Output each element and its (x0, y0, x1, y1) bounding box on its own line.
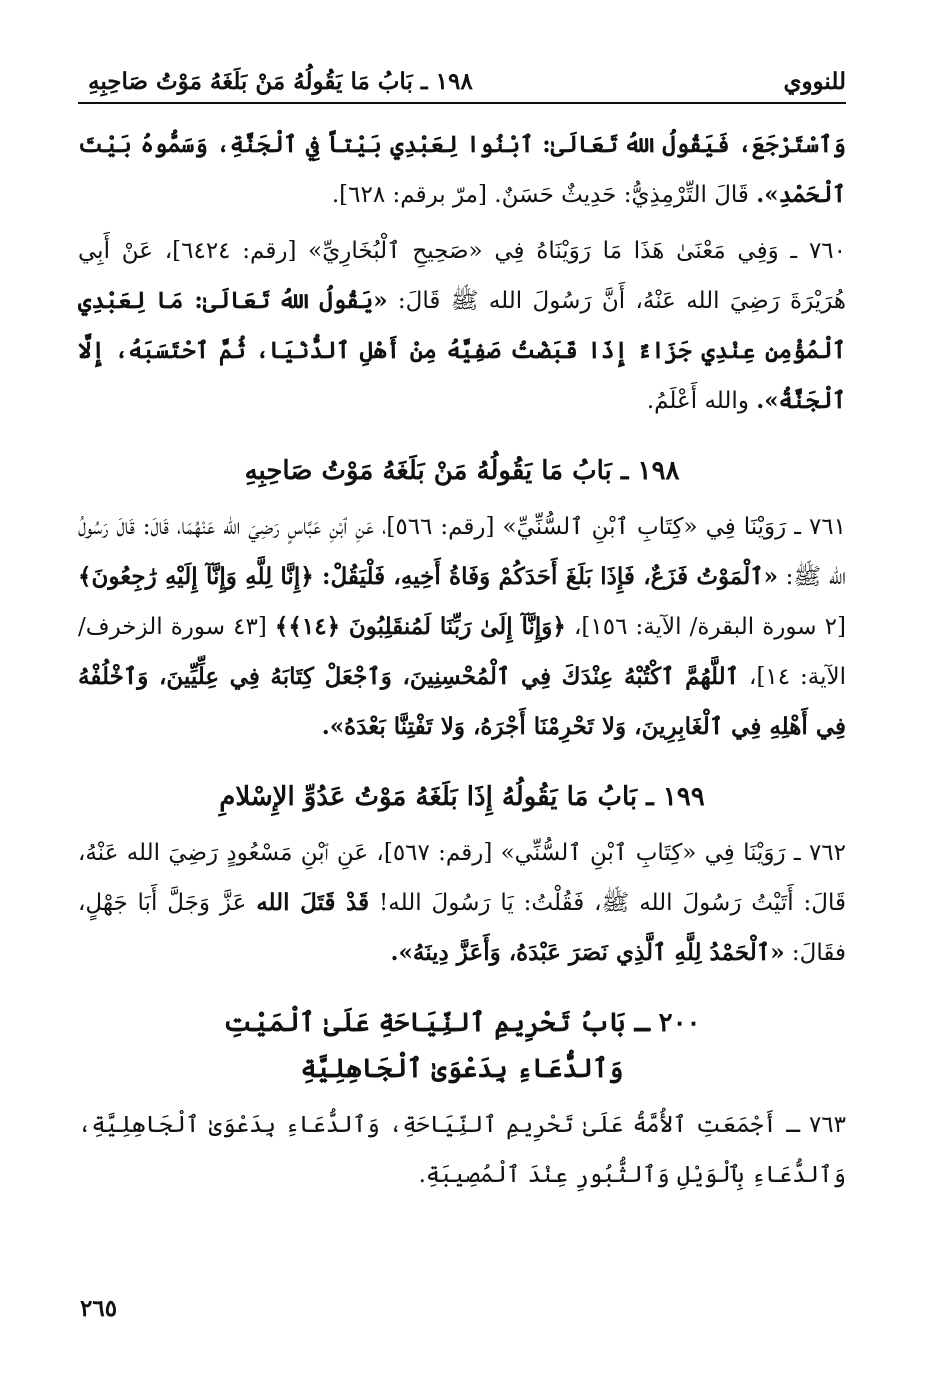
chapter-200-title-line1: ٢٠٠ ـ بَابُ تَحْرِيمِ ٱلنِّيَاحَةِ عَلَىٰ ٱلْمَيْتِ (223, 1008, 701, 1038)
intro-rest: قَالَ التِّرْمِذِيُّ: حَدِيثٌ حَسَنٌ. [مرّ برقم: ٦٢٨]. (331, 182, 757, 208)
paragraph-763 (78, 1100, 846, 1200)
hadith-761-ref2: [٤٣ سورة الزخرف/ الآية: ١٤]، (78, 614, 846, 690)
hadith-761-quote3: ٱللَّهُمَّ ٱكْتُبْهُ عِنْدَكَ فِي ٱلْمُحْسِنِينَ، وَٱجْعَلْ كِتَابَهُ فِي عِلِّيِّينَ، وَٱخْلُفْهُ فِي أَهْلِهِ فِي ٱلْغَابِرِينَ، وَلا تَحْرِمْنَا أَجْرَهُ، وَلا تَفْتِنَّا بَعْدَهُ». (78, 663, 846, 740)
hadith-762-part1: ٧٦٢ ـ رَوَيْنَا فِي «كِتَابِ ٱبْنِ ٱلسُّنِّي» [رقم: ٥٦٧]، عَنِ ٱبْنِ مَسْعُودٍ رَضِيَ الله عَنْهُ، قَالَ: أَتَيْتُ رَسُولَ الله ﷺ، فَقُلْتُ: يَا رَسُولَ الله! (78, 840, 847, 916)
hadith-762-part2: عَزَّ وَجَلَّ أَبَا جَهْلٍ، فقَالَ: (78, 890, 846, 966)
running-header-chapter-title: ١٩٨ ـ بَابُ مَا يَقُولُهُ مَنْ بَلَغَهُ مَوْتُ صَاحِبِهِ (88, 68, 473, 95)
chapter-200-title-line2: وَٱلدُّعَاءِ بِدَعْوَىٰ ٱلْجَاهِلِيَّةِ (300, 1054, 624, 1084)
page-number: ٢٦٥ (80, 1295, 118, 1322)
book-page (78, 58, 846, 1358)
hadith-762-paragraph (78, 828, 846, 978)
hadith-762-quote2: «ٱلْحَمْدُ لِلَّهِ ٱلَّذِي نَصَرَ عَبْدَهُ، وَأَعَزَّ دِينَهُ». (390, 939, 785, 966)
hadith-761-quote1: «ٱلْمَوْتُ فَزَعٌ، فَإِذَا بَلَغَ أَحَدَكُمْ وَفَاةُ أَخِيهِ، فَلْيَقُلْ: ﴿إِنَّا لِلَّهِ وَإِنَّآ إِلَيْهِ رَٰجِعُونَ﴾ (78, 563, 779, 590)
hadith-760-paragraph (78, 226, 846, 426)
page-content (78, 120, 846, 1206)
chapter-199-heading: ١٩٩ ـ بَابُ مَا يَقُولُهُ إِذَا بَلَغَهُ مَوْتُ عَدُوِّ الإِسْلامِ (219, 782, 705, 812)
intro-quote: وَٱسْتَرْجَعَ، فَيَقُولُ اللهُ تَعَالَىٰ: ٱبْنُوا لِعَبْدِي بَيْتاً فِي ٱلْجَنَّةِ، وَسَمُّوهُ بَيْتَ ٱلْحَمْدِ». (78, 131, 846, 208)
intro-paragraph (78, 120, 846, 220)
chapter-198-heading: ١٩٨ ـ بَابُ مَا يَقُولُهُ مَنْ بَلَغَهُ مَوْتُ صَاحِبِهِ (244, 456, 680, 486)
hadith-761-part1: ٧٦١ ـ رَوَيْنَا فِي «كِتَابِ ٱبْنِ ٱلسُّنِّيِّ» [رقم: ٥٦٦]، عَنِ ٱبْنِ عَبَّاسٍ رَضِيَ الله عَنْهُمَا، قَالَ: قَالَ رَسُولُ الله ﷺ: (78, 514, 847, 590)
hadith-760-part1: ٧٦٠ ـ وَفِي مَعْنَىٰ هَذَا مَا رَوَيْنَاهُ فِي «صَحِيحِ ٱلْبُخَارِيِّ» [رقم: ٦٤٢٤]، عَنْ أَبِي هُرَيْرَةَ رَضِيَ الله عَنْهُ، أَنَّ رَسُولَ الله ﷺ قَالَ: (78, 238, 847, 314)
paragraph-763-text: ٧٦٣ ـ أَجْمَعَتِ ٱلأُمَّةُ عَلَىٰ تَحْرِيمِ ٱلنِّيَاحَةِ، وَٱلدُّعَاءِ بِدَعْوَىٰ ٱلْجَاهِلِيَّةِ، وَٱلدُّعَاءِ بِٱلْوَيْلِ وَٱلثُّبُورِ عِنْدَ ٱلْمُصِيبَةِ. (78, 1112, 846, 1188)
running-header-book-name: للنووي (783, 68, 846, 95)
hadith-761-paragraph (78, 502, 846, 752)
chapter-200-heading (78, 1000, 846, 1092)
hadith-761-ref1: [٢ سورة البقرة/ الآية: ١٥٦]، (565, 614, 846, 640)
hadith-762-quote1: قَدْ قَتَلَ الله (256, 889, 370, 916)
hadith-760-rest: والله أَعْلَمُ. (646, 388, 757, 414)
running-header (78, 68, 846, 104)
hadith-760-quote: «يَقُولُ اللهُ تَعَالَىٰ: مَا لِعَبْدِي ٱلْمُؤْمِنِ عِنْدِي جَزَاءٌ إِذَا قَبَضْتُ صَفِيَّهُ مِنْ أَهْلِ ٱلدُّنْيَا، ثُمَّ ٱحْتَسَبَهُ، إِلَّا ٱلْجَنَّةُ». (78, 287, 846, 414)
hadith-761-quote2: ﴿وَإِنَّآ إِلَىٰ رَبِّنَا لَمُنقَلِبُونَ ﴿١٤﴾﴾ (274, 613, 566, 640)
